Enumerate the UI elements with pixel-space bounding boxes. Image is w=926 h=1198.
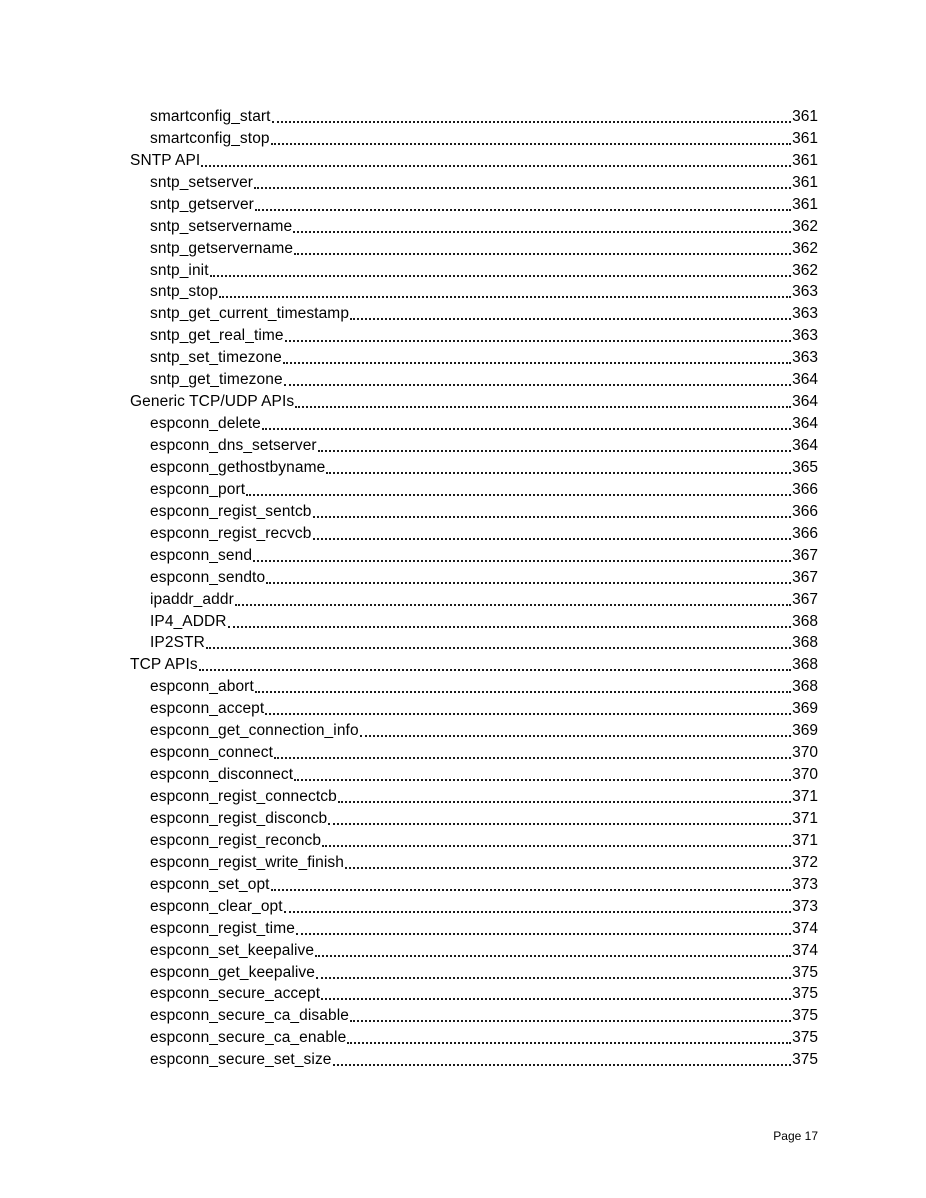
toc-entry-page: 361 [792,195,818,213]
toc-entry [130,762,818,784]
dot-leader [333,1064,792,1066]
dot-leader [272,121,792,123]
toc-entry-label: sntp_setservername [150,217,293,235]
toc-entry [130,345,818,367]
dot-leader [360,735,791,737]
toc-entry [130,214,818,236]
toc-entry-label: espconn_connect [150,744,274,762]
toc-entry-page: 371 [792,788,818,805]
toc-entry-page: 369 [792,722,818,740]
toc-entry [130,652,818,674]
toc-entry [130,192,818,214]
toc-entry [130,828,818,850]
toc-entry [130,104,818,126]
toc-entry-page: 362 [792,261,818,279]
toc-entry-label: espconn_set_keepalive [150,941,315,959]
toc-entry-label: smartconfig_stop [150,129,270,147]
toc-entry [130,499,818,521]
toc-entry-label: espconn_set_opt [150,875,270,893]
toc-entry-label: espconn_regist_recvcb [150,524,312,542]
toc-entry-label: espconn_secure_ca_enable [150,1029,347,1047]
toc-entry-page: 366 [792,524,818,542]
toc-entry-page: 374 [792,941,818,959]
dot-leader [206,647,791,649]
toc-entry [130,323,818,345]
toc-entry [130,543,818,565]
dot-leader [271,889,792,891]
dot-leader [313,538,792,540]
toc-entry [130,872,818,894]
page-number-label: Page 17 [773,1129,818,1143]
toc-entry-label: espconn_delete [150,415,261,433]
toc-entry-page: 375 [792,1007,818,1025]
toc-entry-page: 369 [792,700,818,718]
toc-entry-page: 367 [792,568,818,586]
toc-entry-label: espconn_regist_sentcb [150,502,312,520]
toc-entry [130,455,818,477]
dot-leader [321,998,791,1000]
toc-entry-page: 362 [792,239,818,257]
toc-entry [130,521,818,543]
dot-leader [274,757,791,759]
toc-entry-label: espconn_secure_accept [150,985,321,1003]
dot-leader [293,231,791,233]
dot-leader [295,406,791,408]
toc-entry [130,674,818,696]
toc-entry-label: espconn_regist_time [150,919,295,937]
toc-entry-page: 367 [792,546,818,564]
dot-leader [235,604,791,606]
dot-leader [313,516,792,518]
toc-entry-label: smartconfig_start [150,107,271,125]
toc-entry-page: 365 [792,458,818,476]
toc-entry [130,740,818,762]
dot-leader [265,713,791,715]
dot-leader [315,955,791,957]
toc-entry-page: 367 [792,590,818,608]
toc-entry [130,696,818,718]
toc-entry-label: sntp_getservername [150,239,294,257]
toc-entry-page: 361 [792,173,818,191]
toc-entry-label: espconn_secure_set_size [150,1051,332,1069]
toc-entry-label: espconn_port [150,480,246,498]
toc-entry [130,477,818,499]
toc-entry [130,784,818,806]
toc-entry-page: 364 [792,415,818,433]
toc-entry-page: 361 [792,129,818,147]
dot-leader [322,845,791,847]
toc-entry [130,411,818,433]
dot-leader [199,669,791,671]
toc-entry-label: espconn_send [150,546,253,564]
toc-entry-label: espconn_abort [150,678,254,696]
toc-entry [130,960,818,982]
dot-leader [338,801,791,803]
toc-entry-label: espconn_secure_ca_disable [150,1007,349,1025]
dot-leader [262,428,791,430]
dot-leader [347,1042,791,1044]
toc-entry [130,301,818,323]
toc-entry-label: espconn_clear_opt [150,897,283,915]
toc-entry-page: 363 [792,327,818,345]
dot-leader [328,823,791,825]
toc-entry-label: espconn_gethostbyname [150,458,326,476]
toc-entry [130,631,818,653]
dot-leader [350,1020,791,1022]
toc-entry-page: 363 [792,305,818,323]
table-of-contents [130,104,818,1069]
toc-entry-label: ipaddr_addr [150,590,234,608]
toc-entry-label: sntp_getserver [150,195,254,213]
dot-leader [253,560,791,562]
dot-leader [296,933,791,935]
toc-entry-label: espconn_regist_disconcb [150,809,328,827]
toc-entry-page: 371 [792,809,818,827]
dot-leader [345,867,791,869]
toc-entry-label: espconn_disconnect [150,766,294,784]
toc-entry-label: espconn_sendto [150,568,266,586]
toc-entry-label: espconn_regist_connectcb [150,788,337,805]
dot-leader [294,779,791,781]
dot-leader [316,977,791,979]
toc-entry-page: 375 [792,1051,818,1069]
toc-entry [130,938,818,960]
toc-entry [130,916,818,938]
toc-entry-label: TCP APIs [130,656,198,674]
toc-entry-page: 371 [792,831,818,849]
toc-entry-page: 368 [792,634,818,652]
toc-entry-label: espconn_regist_write_finish [150,853,344,871]
toc-entry [130,389,818,411]
toc-entry-label: sntp_stop [150,283,219,301]
toc-entry [130,609,818,631]
toc-entry-label: espconn_regist_reconcb [150,831,322,849]
toc-entry-page: 368 [792,612,818,630]
dot-leader [246,494,791,496]
toc-entry-page: 361 [792,151,818,169]
toc-entry-page: 375 [792,963,818,981]
dot-leader [210,275,791,277]
toc-entry-label: Generic TCP/UDP APIs [130,393,295,411]
toc-entry-page: 363 [792,283,818,301]
toc-entry-label: sntp_setserver [150,173,254,191]
toc-entry [130,367,818,389]
toc-entry-page: 362 [792,217,818,235]
toc-entry-page: 368 [792,656,818,674]
toc-entry-page: 364 [792,393,818,411]
toc-entry-label: espconn_get_connection_info [150,722,359,740]
toc-entry [130,258,818,280]
toc-entry [130,587,818,609]
toc-entry-label: sntp_get_timezone [150,371,283,389]
dot-leader [284,911,791,913]
dot-leader [284,384,791,386]
toc-entry-label: sntp_set_timezone [150,349,282,367]
toc-entry-label: SNTP API [130,151,201,169]
toc-entry-page: 363 [792,349,818,367]
toc-entry-page: 368 [792,678,818,696]
toc-entry-label: espconn_accept [150,700,265,718]
toc-entry-page: 370 [792,766,818,784]
dot-leader [294,253,791,255]
toc-entry [130,565,818,587]
toc-entry [130,894,818,916]
dot-leader [326,472,791,474]
dot-leader [219,296,791,298]
toc-entry-label: sntp_get_real_time [150,327,284,345]
toc-entry-page: 366 [792,502,818,520]
toc-entry-page: 364 [792,437,818,454]
toc-entry-page: 370 [792,744,818,762]
toc-entry-page: 374 [792,919,818,937]
dot-leader [201,165,791,167]
toc-entry [130,280,818,302]
dot-leader [255,691,791,693]
toc-entry-page: 375 [792,1029,818,1047]
dot-leader [318,450,791,452]
dot-leader [228,626,792,628]
dot-leader [255,209,791,211]
dot-leader [266,582,791,584]
toc-entry-label: sntp_init [150,261,209,279]
toc-entry [130,806,818,828]
dot-leader [285,340,791,342]
toc-entry [130,850,818,872]
toc-entry [130,433,818,455]
dot-leader [254,187,791,189]
toc-entry [130,148,818,170]
toc-entry-label: IP2STR [150,634,205,652]
page-footer [773,1129,818,1143]
toc-entry-label: espconn_dns_setserver [150,437,317,454]
toc-entry [130,126,818,148]
toc-entry-page: 375 [792,985,818,1003]
toc-entry-page: 361 [792,107,818,125]
toc-entry-page: 364 [792,371,818,389]
dot-leader [271,143,791,145]
toc-entry-page: 372 [792,853,818,871]
toc-entry-page: 373 [792,875,818,893]
toc-entry [130,718,818,740]
toc-entry-page: 366 [792,480,818,498]
toc-entry [130,1003,818,1025]
toc-entry-label: IP4_ADDR [150,612,227,630]
dot-leader [283,362,791,364]
toc-entry-page: 373 [792,897,818,915]
toc-entry [130,1047,818,1069]
toc-entry [130,236,818,258]
toc-entry-label: sntp_get_current_timestamp [150,305,350,323]
toc-entry-label: espconn_get_keepalive [150,963,315,981]
toc-entry [130,982,818,1004]
toc-entry [130,1025,818,1047]
toc-entry [130,170,818,192]
dot-leader [350,318,791,320]
